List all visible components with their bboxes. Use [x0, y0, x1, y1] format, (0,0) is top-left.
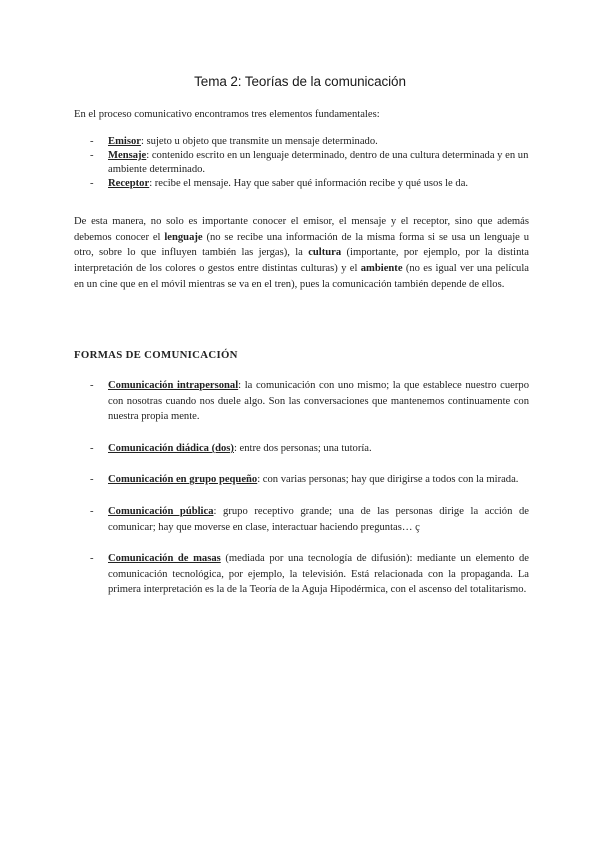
list-item-intrapersonal	[74, 378, 529, 425]
term-intrapersonal: Comunicación intrapersonal	[108, 380, 239, 391]
definition-publica: : grupo receptivo grande; una de las personas dirige la acción de comunicar; hay que moverse en clase, interactuar haciendo preguntas… ç	[108, 505, 529, 533]
paragraph-text: (importante, por ejemplo, por la distinta interpretación de los colores o gestos entre distintas culturas) y el	[74, 247, 530, 275]
definition-mensaje: : contenido escrito en un lenguaje determinado, dentro de una cultura determinada y en un ambiente determinado.	[108, 150, 529, 175]
communication-elements-list	[74, 135, 534, 191]
definition-diadica: : entre dos personas; una tutoría.	[233, 442, 372, 454]
definition-intrapersonal: : la comunicación con uno mismo; la que establece nuestro cuerpo con nosotras cuando nos duele algo. Son las conversaciones que mantenemos continuamente con nuestra propia mente.	[108, 380, 529, 423]
term-publica: Comunicación pública	[108, 505, 214, 517]
bullet-dash: -	[90, 442, 94, 454]
bullet-dash: -	[90, 380, 94, 391]
document-title: Tema 2: Teorías de la comunicación	[194, 74, 406, 89]
list-item-emisor	[74, 135, 534, 149]
section-heading: FORMAS DE COMUNICACIÓN	[74, 349, 238, 361]
definition-masas: (mediada por una tecnología de difusión): mediante un elemento de comunicación tecnológica, por ejemplo, la televisión. Está relacionada con la propaganda. La primera interpretación es la de la Teoría de la Aguja Hipodérmica, con el ascenso del totalitarismo.	[108, 553, 529, 596]
paragraph-text: (no se recibe una información de la misma forma si se usa un lenguaje u otro, sobre lo que influyen también las jergas), la	[74, 231, 529, 259]
bullet-dash: -	[90, 474, 94, 486]
term-emisor: Emisor	[108, 136, 141, 147]
bullet-dash: -	[90, 553, 94, 565]
bullet-dash: -	[90, 505, 94, 517]
term-mensaje: Mensaje	[108, 150, 147, 161]
list-item-diadica	[74, 441, 529, 457]
list-item-mensaje	[74, 149, 534, 177]
list-item-publica	[74, 504, 529, 535]
list-item-grupo-pequeno	[74, 472, 529, 488]
bullet-dash: -	[90, 150, 94, 161]
term-receptor: Receptor	[108, 178, 150, 189]
paragraph-text: De esta manera, no solo es importante conocer el emisor, el mensaje y el receptor, sino que además debemos conocer el	[74, 216, 529, 243]
definition-emisor: : sujeto u objeto que transmite un mensaje determinado.	[140, 136, 378, 147]
communication-forms-list	[74, 378, 529, 614]
list-item-receptor	[74, 177, 534, 191]
definition-grupo-pequeno: : con varias personas; hay que dirigirse a todos con la mirada.	[257, 474, 519, 486]
explanation-paragraph	[74, 214, 529, 293]
keyword-cultura: cultura	[308, 247, 342, 259]
bullet-dash: -	[90, 136, 94, 147]
list-item-masas	[74, 551, 529, 598]
bullet-dash: -	[90, 178, 94, 189]
paragraph-text: (no es igual ver una película en un cine que en el móvil mientras se va en el tren), pues la comunicación también depende de ellos.	[74, 263, 530, 290]
intro-text: En el proceso comunicativo encontramos tres elementos fundamentales:	[74, 109, 380, 120]
term-grupo-pequeno: Comunicación en grupo pequeño	[108, 474, 258, 486]
keyword-ambiente: ambiente	[360, 263, 403, 275]
definition-receptor: : recibe el mensaje. Hay que saber qué información recibe y qué usos le da.	[149, 178, 469, 189]
term-masas: Comunicación de masas	[108, 553, 221, 565]
term-diadica: Comunicación diádica (dos)	[108, 442, 234, 454]
keyword-lenguaje: lenguaje	[164, 231, 203, 243]
